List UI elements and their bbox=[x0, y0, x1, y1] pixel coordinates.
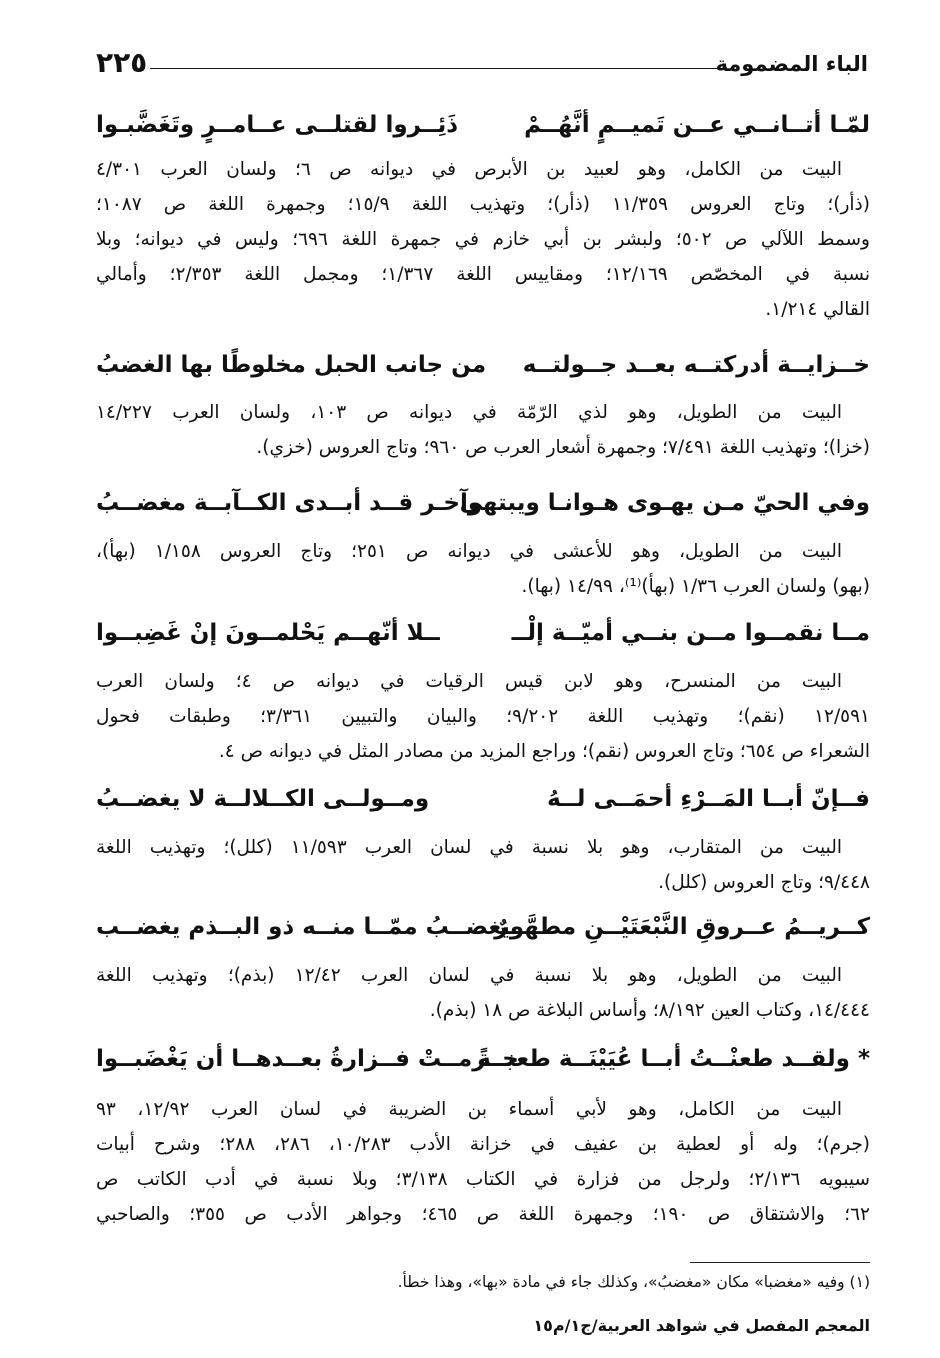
commentary-line: ٩/٤٤٨؛ وتاج العروس (كلل). bbox=[658, 872, 870, 893]
commentary-line: القالي ١/٢١٤. bbox=[765, 299, 870, 320]
commentary-line: ٦٢؛ والاشتقاق ص ١٩٠؛ وجمهرة اللغة ص ٤٦٥؛ وجواهر الأدب ص ٣٥٥؛ والصاحبي bbox=[96, 1204, 870, 1225]
commentary-line: (خزا)؛ وتهذيب اللغة ٧/٤٩١؛ وجمهرة أشعار العرب ص ٩٦٠؛ وتاج العروس (خزي). bbox=[256, 437, 870, 458]
verse-line bbox=[96, 112, 870, 152]
verse-commentary bbox=[96, 830, 870, 900]
footnote-separator bbox=[690, 1262, 870, 1263]
commentary-line: (جرم)؛ وله أو لعطية بن عفيف في خزانة الأدب ١٠/٢٨٣، ٢٨٦، ٢٨٨؛ وشرح أبيات bbox=[96, 1134, 870, 1155]
commentary-line: البيت من المنسرح، وهو لابن قيس الرقيات في ديوانه ص ٤؛ ولسان العرب bbox=[96, 671, 843, 692]
commentary-line: نسبة في المخصّص ١٢/١٦٩؛ ومقاييس اللغة ١/٣٦٧؛ ومجمل اللغة ٢/٣٥٣؛ وأمالي bbox=[96, 264, 870, 285]
commentary-line: (بهو) ولسان العرب ١/٣٦ (بهأ)⁽¹⁾، ١٤/٩٩ (بها). bbox=[521, 576, 870, 597]
commentary-line: (ذأر)؛ وتاج العروس ١١/٣٥٩ (ذأر)؛ وتهذيب اللغة ١٥/٩؛ وجمهرة اللغة ص ١٠٨٧؛ bbox=[96, 194, 870, 215]
header-rule bbox=[150, 68, 718, 69]
verse-commentary bbox=[96, 1092, 870, 1232]
first-hemistich: خــزايــة أدركتــه بعــد جــولتــه bbox=[522, 352, 870, 378]
second-hemistich: وآخـر قــد أبــدى الكــآبــة مغضــبُ bbox=[96, 490, 483, 516]
verse-line bbox=[96, 1046, 870, 1086]
second-hemistich: من جانب الحبل مخلوطًا بها الغضبُ bbox=[96, 352, 487, 378]
footnote: (١) وفيه «مغضبا» مكان «مغضبُ»، وكذلك جاء في مادة «بها»، وهذا خطأ. bbox=[397, 1273, 870, 1291]
commentary-line: ١٤/٤٤٤، وكتاب العين ٨/١٩٢؛ وأساس البلاغة ص ١٨ (بذم). bbox=[429, 1000, 870, 1021]
first-hemistich: لمّـا أتــانــي عــن تَميــمٍ أنَّهُــمْ bbox=[524, 112, 870, 138]
page-footer: المعجم المفصل في شواهد العربية/ج١/م١٥ bbox=[533, 1316, 870, 1335]
commentary-line: البيت من الطويل، وهو بلا نسبة في لسان العرب ١٢/٤٢ (بذم)؛ وتهذيب اللغة bbox=[96, 965, 842, 986]
verse-line bbox=[96, 620, 870, 660]
verse-commentary bbox=[96, 664, 870, 769]
commentary-line: الشعراء ص ٦٥٤؛ وتاج العروس (نقم)؛ وراجع المزيد من مصادر المثل في ديوانه ص ٤. bbox=[218, 741, 870, 762]
commentary-line: البيت من المتقارب، وهو بلا نسبة في لسان العرب ١١/٥٩٣ (كلل)؛ وتهذيب اللغة bbox=[96, 837, 843, 858]
second-hemistich: ــلا أنّهــم يَحْلمــونَ إنْ غَضِبــوا bbox=[96, 620, 440, 646]
page-number: ٢٢٥ bbox=[96, 46, 148, 79]
verse-commentary bbox=[96, 534, 870, 604]
verse-line bbox=[96, 786, 870, 826]
commentary-line: البيت من الكامل، وهو لأبي أسماء بن الضريبة في لسان العرب ١٢/٩٢، ٩٣ bbox=[96, 1099, 842, 1120]
commentary-line: البيت من الطويل، وهو للأعشى في ديوانه ص ٢٥١؛ وتاج العروس ١/١٥٨ (بهأ)، bbox=[96, 541, 842, 562]
second-hemistich: ذَئِــروا لقتلــى عــامــرٍ وتَغَضَّبـوا bbox=[96, 112, 459, 138]
second-hemistich: ويغضــبُ ممّــا منــه ذو البــذم يغضــب bbox=[96, 914, 525, 940]
second-hemistich: ومــولــى الكــلالــة لا يغضــبُ bbox=[96, 786, 430, 812]
first-hemistich: وفي الحيّ مـن يهـوى هـوانـا ويبتهي bbox=[459, 490, 870, 516]
verse-line bbox=[96, 914, 870, 954]
commentary-line: البيت من الكامل، وهو لعبيد بن الأبرص في ديوانه ص ٦؛ ولسان العرب ٤/٣٠١ bbox=[96, 159, 842, 180]
verse-commentary bbox=[96, 958, 870, 1028]
verse-line bbox=[96, 490, 870, 530]
verse-commentary bbox=[96, 152, 870, 327]
verse-line bbox=[96, 352, 870, 392]
page-header bbox=[96, 44, 868, 84]
first-hemistich: * ولقــد طعنْــتُ أبــا عُيَيْنَــة طعنــةً bbox=[477, 1046, 870, 1072]
running-title: الباء المضمومة bbox=[715, 52, 868, 76]
first-hemistich: كــريــمُ عــروقِ النَّبْعَتَيْــنِ مطهَّــرٌ bbox=[494, 914, 870, 940]
commentary-line: سيبويه ٢/١٣٦؛ ولرجل من فزارة في الكتاب ٣/١٣٨؛ وبلا نسبة في أدب الكاتب ص bbox=[96, 1169, 870, 1190]
first-hemistich: مــا نقمــوا مــن بنــي أميّــة إلْــ bbox=[511, 620, 870, 646]
commentary-line: البيت من الطويل، وهو لذي الرّمّة في ديوانه ص ١٠٣، ولسان العرب ١٤/٢٢٧ bbox=[96, 402, 842, 423]
verse-commentary bbox=[96, 395, 870, 465]
commentary-line: ١٢/٥٩١ (نقم)؛ وتهذيب اللغة ٩/٢٠٢؛ والبيان والتبيين ٣/٣٦١؛ وطبقات فحول bbox=[96, 706, 870, 727]
second-hemistich: جــرمــتْ فــزارةُ بعــدهــا أن يَغْضَبــوا bbox=[96, 1046, 519, 1072]
commentary-line: وسمط اللآلي ص ٥٠٢؛ ولبشر بن أبي خازم في جمهرة اللغة ٦٩٦؛ وليس في ديوانه؛ وبلا bbox=[96, 229, 870, 250]
first-hemistich: فــإنّ أبــا المَــرْءِ أحمَــى لــهُ bbox=[547, 786, 870, 812]
